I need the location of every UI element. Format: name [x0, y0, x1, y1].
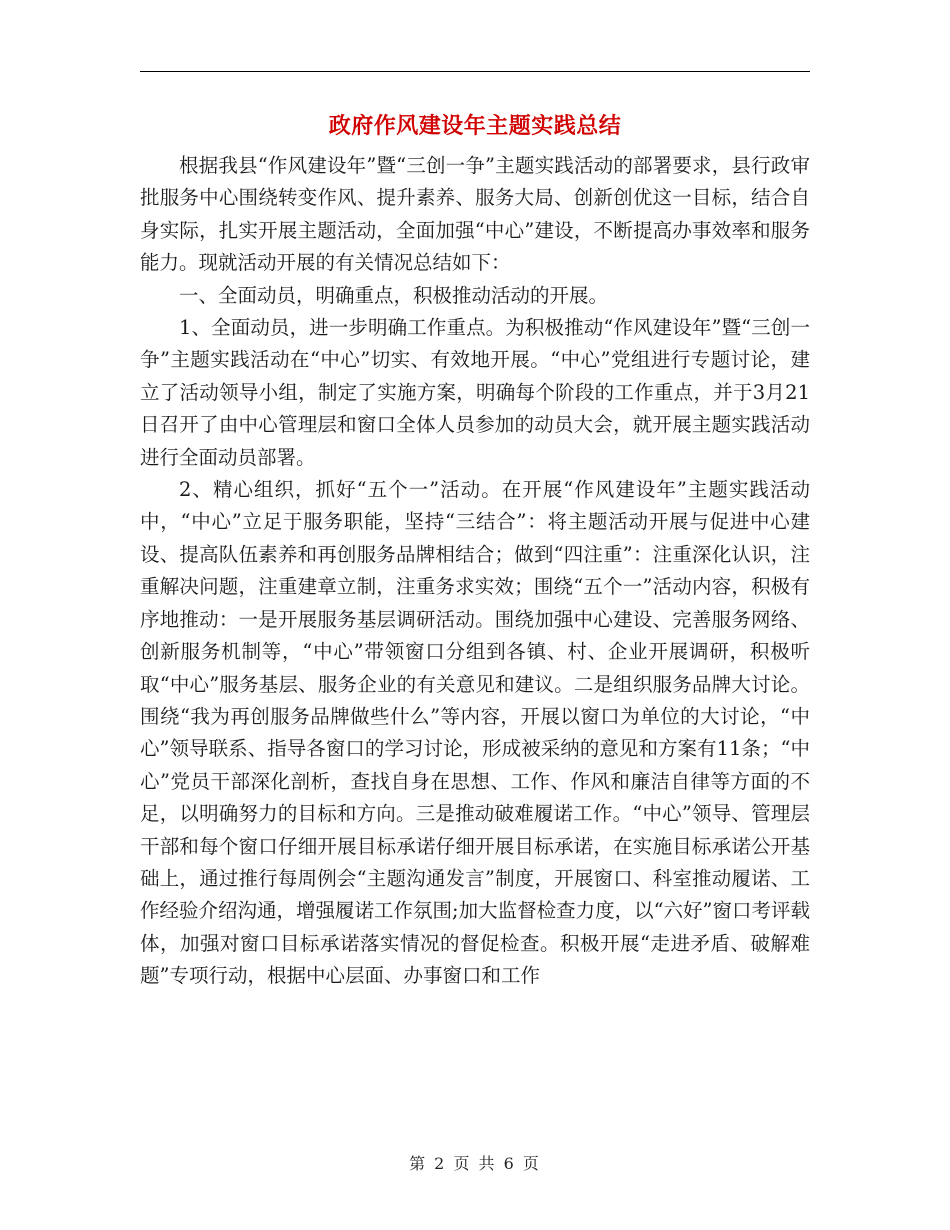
paragraph-item-2: 2、精心组织，抓好“五个一”活动。在开展“作风建设年”主题实践活动中，“中心”立足于服务职能，坚持“三结合”：将主题活动开展与促进中心建设、提高队伍素养和再创服务品牌相结合；做到“四注重”：注重深化认识，注重解决问题，注重建章立制，注重务求实效；围绕“五个一”活动内容，积极有序地推动：一是开展服务基层调研活动。围绕加强中心建设、完善服务网络、创新服务机制等，“中心”带领窗口分组到各镇、村、企业开展调研，积极听取“中心”服务基层、服务企业的有关意见和建议。二是组织服务品牌大讨论。围绕“我为再创服务品牌做些什么”等内容，开展以窗口为单位的大讨论，“中心”领导联系、指导各窗口的学习讨论，形成被采纳的意见和方案有11条；“中心”党员干部深化剖析，查找自身在思想、工作、作风和廉洁自律等方面的不足，以明确努力的目标和方向。三是推动破难履诺工作。“中心”领导、管理层干部和每个窗口仔细开展目标承诺仔细开展目标承诺，在实施目标承诺公开基础上，通过推行每周例会“主题沟通发言”制度，开展窗口、科室推动履诺、工作经验介绍沟通，增强履诺工作氛围;加大监督检查力度，以“六好”窗口考评载体，加强对窗口目标承诺落实情况的督促检查。积极开展“走进矛盾、破解难题”专项行动，根据中心层面、办事窗口和工作 — [140, 478, 811, 988]
document-title: 政府作风建设年主题实践总结 — [328, 113, 622, 139]
header-rule — [140, 71, 810, 72]
page-number: 第 2 页 共 6 页 — [409, 1154, 541, 1173]
paragraph-intro: 根据我县“作风建设年”暨“三创一争”主题实践活动的部署要求，县行政审批服务中心围绕转变作风、提升素养、服务大局、创新创优这一目标，结合自身实际，扎实开展主题活动，全面加强“中心”建设，不断提高办事效率和服务能力。现就活动开展的有关情况总结如下： — [140, 154, 810, 275]
document-body — [140, 150, 810, 993]
paragraph-item-1: 1、全面动员，进一步明确工作重点。为积极推动“作风建设年”暨“三创一争”主题实践活动在“中心”切实、有效地开展。“中心”党组进行专题讨论，建立了活动领导小组，制定了实施方案，明确每个阶段的工作重点，并于3月21日召开了由中心管理层和窗口全体人员参加的动员大会，就开展主题实践活动进行全面动员部署。 — [140, 316, 810, 469]
paragraph-section-heading: 一、全面动员，明确重点，积极推动活动的开展。 — [179, 283, 609, 307]
